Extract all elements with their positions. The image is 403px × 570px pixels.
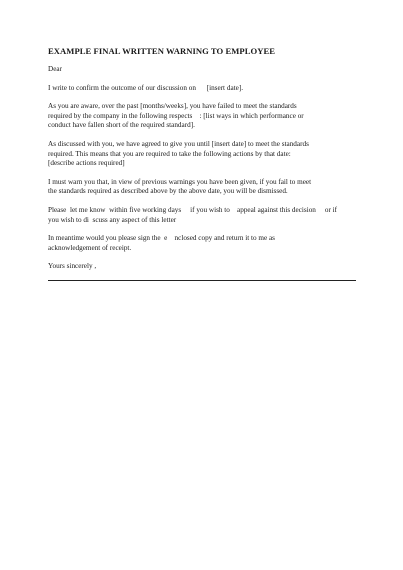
text-line: the standards required as described above by the above date, you will be dismissed. (48, 187, 288, 196)
text-line: I must warn you that, in view of previous warnings you have been given, if you fail to meet (48, 177, 312, 186)
salutation: Dear (48, 65, 62, 73)
paragraph-receipt (48, 234, 358, 253)
text-line: you wish to di scuss any aspect of this letter (48, 215, 177, 224)
paragraph-appeal (48, 206, 358, 225)
text-line: required. This means that you are required to take the following actions by that date: (48, 149, 291, 158)
signature-line (48, 280, 356, 281)
closing: Yours sincerely , (48, 262, 97, 271)
text-line: [describe actions required] (48, 159, 125, 168)
text-line: acknowledgement of receipt. (48, 243, 132, 252)
text-line: I write to confirm the outcome of our discussion on [insert date]. (48, 83, 244, 92)
letter-title: EXAMPLE FINAL WRITTEN WARNING TO EMPLOYEE (48, 46, 276, 56)
text-line: required by the company in the following respects : [list ways in which performance or (48, 111, 304, 120)
letter-body (48, 46, 358, 281)
text-line: As discussed with you, we have agreed to give you until [insert date] to meet the standards (48, 139, 309, 148)
paragraph-actions (48, 140, 358, 169)
text-line: Please let me know within five working days if you wish to appeal against this decision or if (48, 205, 338, 214)
paragraph-confirm (48, 84, 358, 94)
paragraph-failure (48, 102, 358, 131)
text-line: In meantime would you please sign the e nclosed copy and return it to me as (48, 234, 275, 243)
text-line: conduct have fallen short of the required standard]. (48, 121, 195, 130)
text-line: As you are aware, over the past [months/weeks], you have failed to meet the standards (48, 102, 297, 111)
paragraph-warning (48, 178, 358, 197)
